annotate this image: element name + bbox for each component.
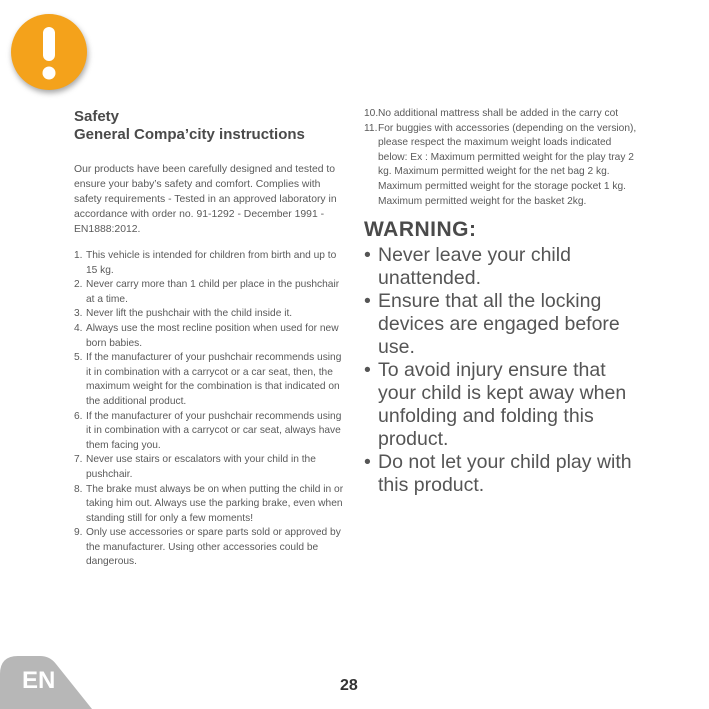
item-text: No additional mattress shall be added in the carry cot xyxy=(378,108,619,119)
bullet-point: • xyxy=(364,359,371,382)
warning-text: To avoid injury ensure that your child is kept away when unfolding and folding this product. xyxy=(378,359,627,451)
item-number: 1. xyxy=(74,250,83,261)
right-column xyxy=(364,107,639,497)
item-number: 9. xyxy=(74,527,83,539)
exclamation-icon xyxy=(11,14,87,90)
left-column xyxy=(74,108,348,570)
item-text: Never lift the pushchair with the child inside it. xyxy=(86,308,293,320)
list-item xyxy=(364,122,639,210)
item-text: Only use accessories or spare parts sold or approved by the manufacturer. Using other accessories could be dangerous. xyxy=(86,527,341,568)
rules-list-continued xyxy=(364,107,639,209)
item-text: The brake must always be on when putting the child in or taking him out. Always use the parking brake, even when standing still for only a few moments! xyxy=(86,483,344,524)
item-number: 7. xyxy=(74,454,83,466)
list-item xyxy=(74,278,348,307)
item-number: 6. xyxy=(74,410,83,422)
item-text: For buggies with accessories (depending on the version), please respect the maximum weight loads indicated below: Ex : Maximum permitted weight for the play tray 2 kg. Maximum permitted weight for the net bag 2 kg. Maximum permitted weight for the storage pocket 1 kg. Maximum permitted weight for the basket 2kg. xyxy=(378,122,637,207)
list-item xyxy=(74,249,348,278)
page-title xyxy=(74,108,348,144)
item-text: This vehicle is intended for children from birth and up to 15 kg. xyxy=(86,250,337,276)
bullet-point: • xyxy=(364,290,371,313)
item-number: 10. xyxy=(364,108,379,119)
list-item xyxy=(74,453,348,482)
list-item xyxy=(74,307,348,322)
page-number: 28 xyxy=(340,677,358,694)
title-line-2: General Compa’city instructions xyxy=(74,126,305,143)
list-item xyxy=(74,483,348,527)
bullet-point: • xyxy=(364,451,371,474)
warning-list xyxy=(364,244,639,497)
item-number: 2. xyxy=(74,279,83,291)
warning-item xyxy=(364,290,639,359)
warning-item xyxy=(364,244,639,290)
list-item xyxy=(74,526,348,570)
list-item xyxy=(74,322,348,351)
item-number: 11. xyxy=(364,122,378,134)
item-text: Never use stairs or escalators with your child in the pushchair. xyxy=(86,454,316,480)
warning-heading: WARNING: xyxy=(364,218,477,242)
warning-item xyxy=(364,359,639,451)
warning-text: Ensure that all the locking devices are engaged before use. xyxy=(378,290,620,359)
item-text: If the manufacturer of your pushchair recommends using it in combination with a carrycot or car seat, always have them facing you. xyxy=(86,410,342,451)
item-text: Always use the most recline position when used for new born babies. xyxy=(86,322,339,349)
item-number: 8. xyxy=(74,483,83,495)
warning-badge xyxy=(11,14,87,90)
list-item xyxy=(364,107,639,122)
bullet-point: • xyxy=(364,244,371,267)
title-line-1: Safety xyxy=(74,108,120,125)
warning-text: Never leave your child unattended. xyxy=(378,244,571,290)
item-number: 5. xyxy=(74,352,83,364)
list-item xyxy=(74,410,348,454)
item-text: If the manufacturer of your pushchair recommends using it in combination with a carrycot or a car seat, then, the maximum weight for the combination is that indicated on the additional product. xyxy=(86,352,342,407)
warning-item xyxy=(364,451,639,497)
list-item xyxy=(74,351,348,409)
warning-text: Do not let your child play with this product. xyxy=(378,451,632,497)
language-tab: EN xyxy=(22,667,56,694)
intro-paragraph: Our products have been carefully designed and tested to ensure your baby’s safety and comfort. Complies with safety requirements - Tested in an approved laboratory in accordance with order no. 91-1292 - December 1991 - EN1888:2012. xyxy=(74,164,337,235)
rules-list xyxy=(74,249,348,570)
item-text: Never carry more than 1 child per place in the pushchair at a time. xyxy=(86,279,340,305)
item-number: 3. xyxy=(74,308,83,320)
item-number: 4. xyxy=(74,322,83,334)
